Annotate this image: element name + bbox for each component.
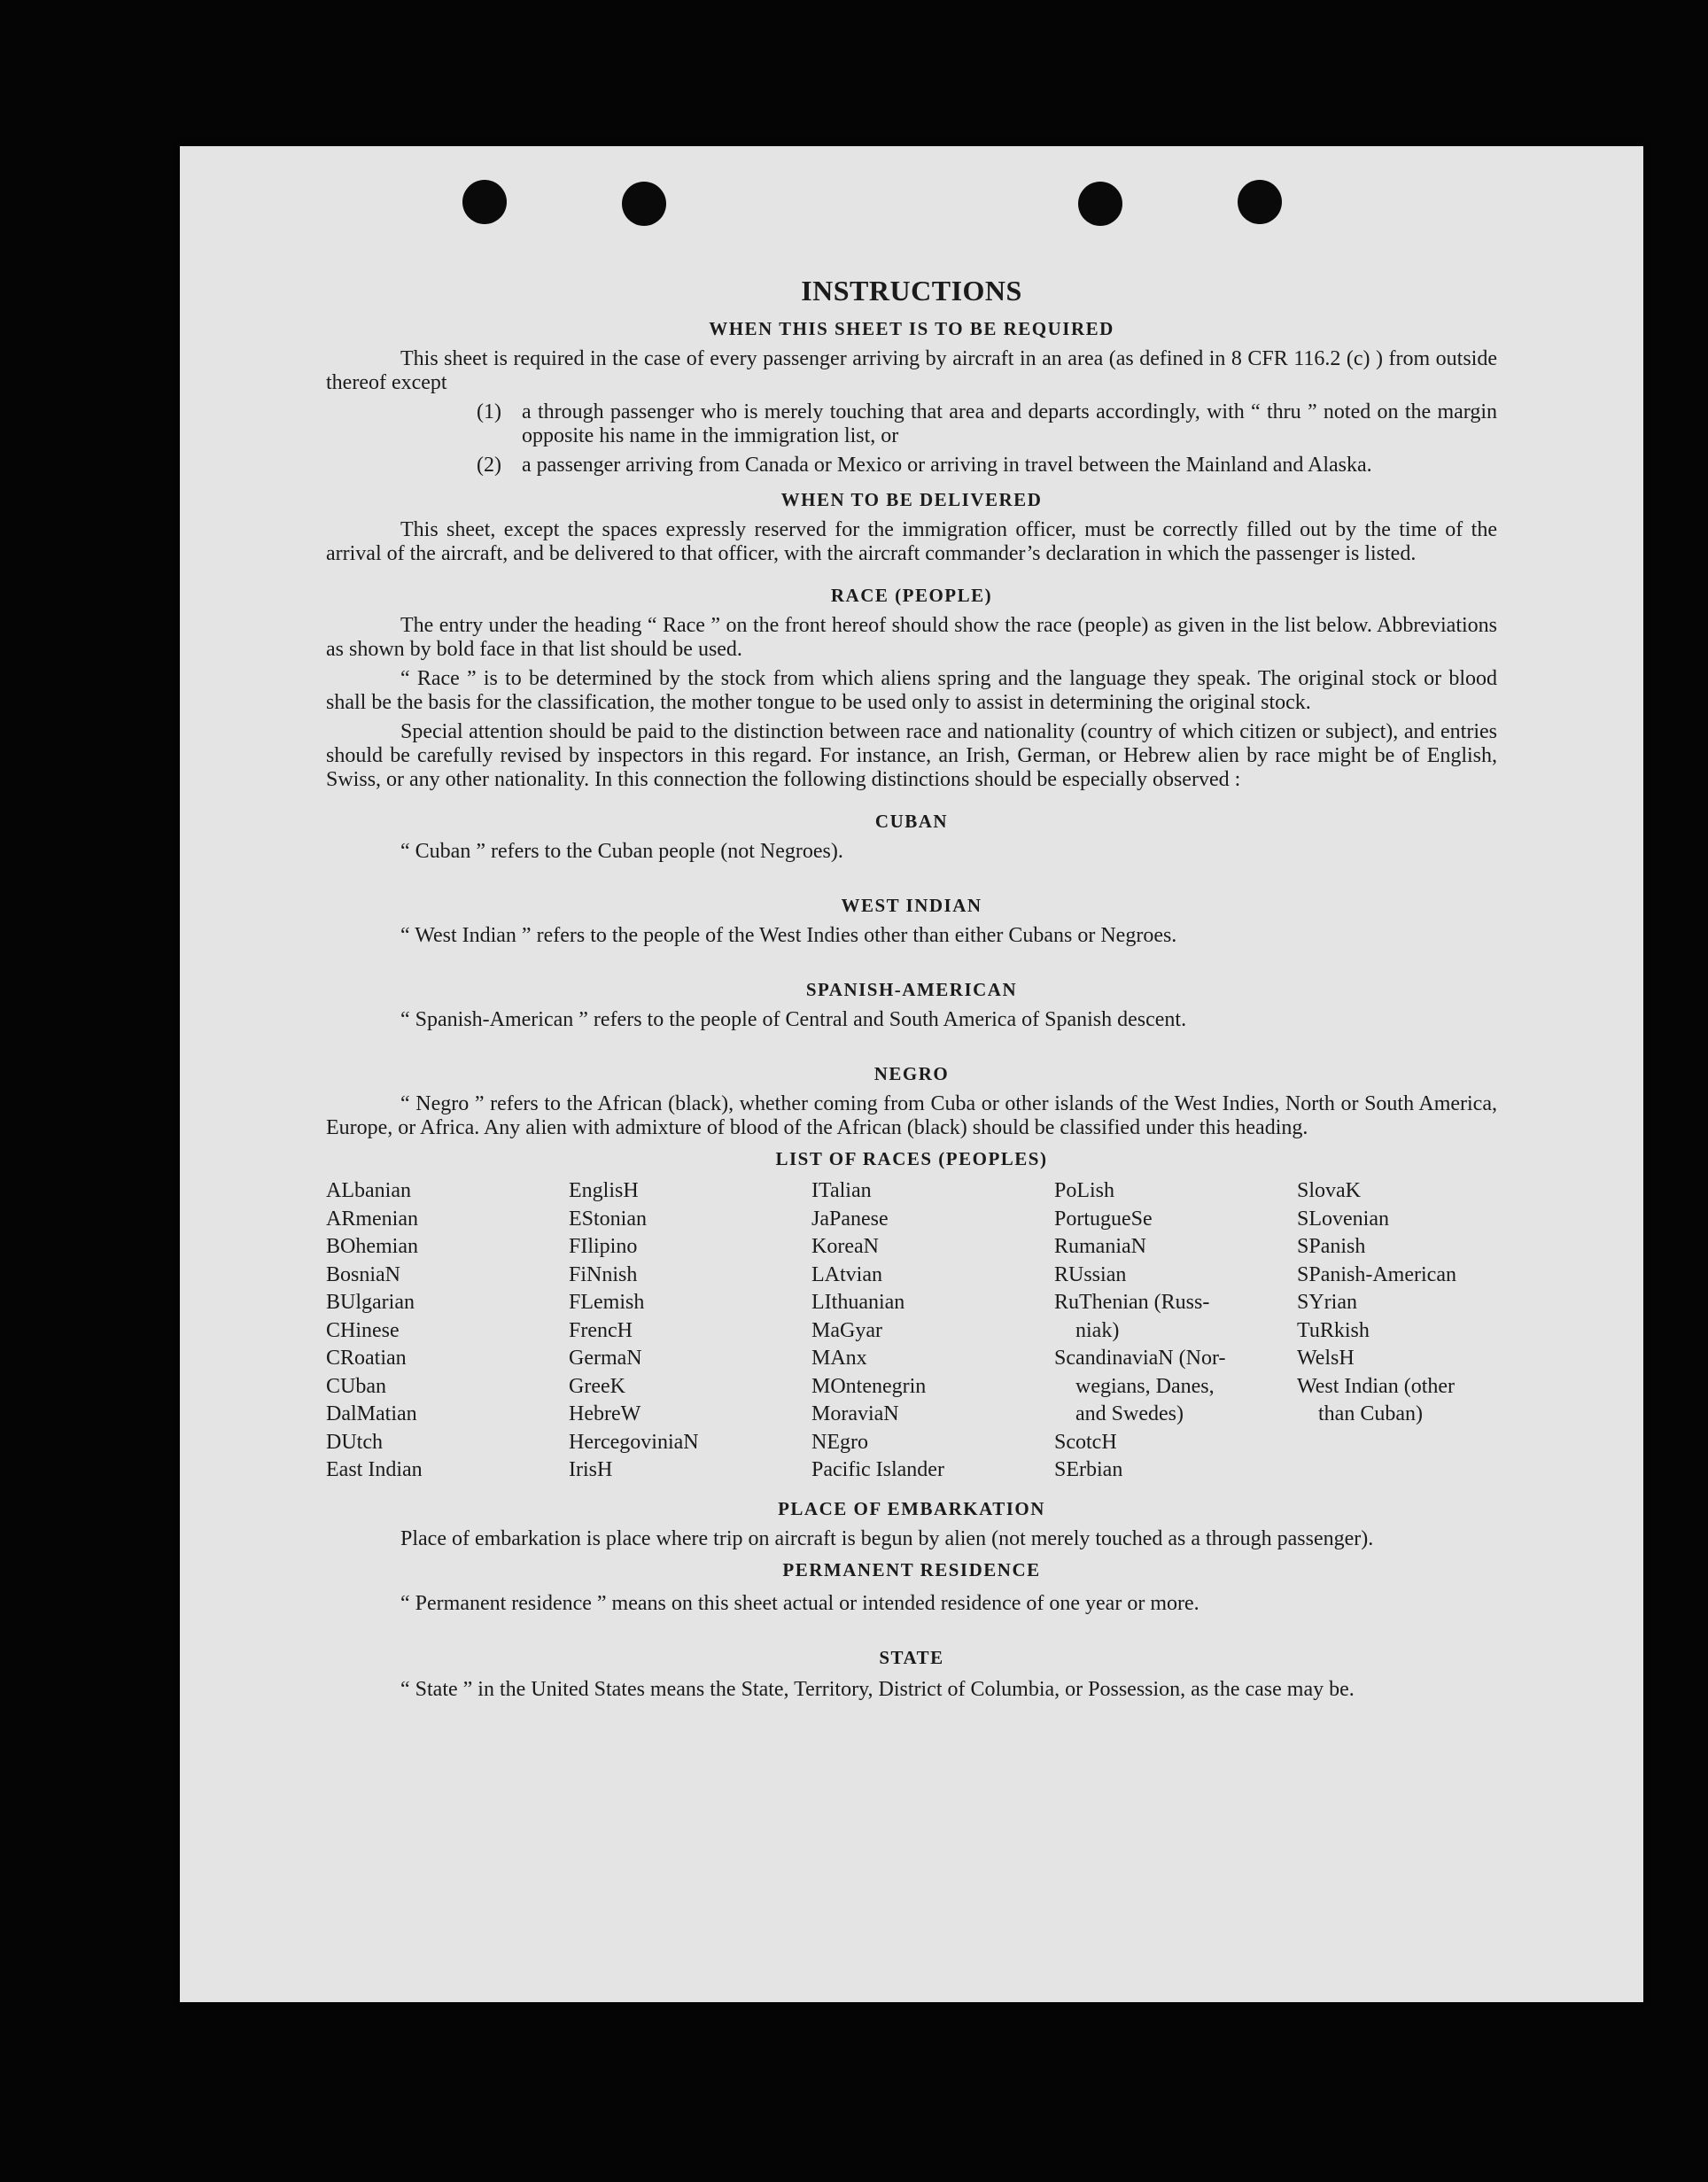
heading-race: RACE (PEOPLE) [830,585,993,606]
race-entry: LAtvian [811,1262,882,1286]
spanish-american-text: “ Spanish-American ” refers to the people of Central and South America of Spanish descent. [400,1008,1187,1031]
race-entry-continued: and Swedes) [1075,1402,1184,1425]
race-entry: JaPanese [811,1207,889,1231]
race-entry: ScandinaviaN (Nor- [1054,1347,1226,1370]
exception-text: a through passenger who is merely touching that area and departs accordingly, with “ thru ” noted on the margin opposite his name in the immigration list, or [522,400,1497,447]
race-entry: BUlgarian [326,1291,415,1314]
heading-when-delivered: WHEN TO BE DELIVERED [780,489,1043,510]
race-entry: BOhemian [326,1235,418,1258]
race-entry: PortugueSe [1054,1207,1153,1231]
race-entry: PoLish [1054,1179,1115,1202]
race-entry: MaGyar [811,1318,882,1342]
race-entry: West Indian (other [1297,1374,1456,1398]
state-text: “ State ” in the United States means the State, Territory, District of Columbia, or Possession, as the case may be. [400,1677,1355,1701]
cuban-text: “ Cuban ” refers to the Cuban people (not Negroes). [400,840,843,863]
exception-number: (1) [477,400,501,423]
race-entry: MoraviaN [811,1402,899,1425]
race-entry: FIlipino [569,1235,638,1258]
punch-hole [622,182,666,226]
race-entry: SlovaK [1297,1179,1361,1202]
heading-cuban: CUBAN [874,811,949,832]
exception-item [326,454,1497,478]
race-entry: KoreaN [811,1235,879,1258]
heading-when-required: WHEN THIS SHEET IS TO BE REQUIRED [709,318,1114,339]
race-entry: LIthuanian [811,1291,905,1314]
heading-west-indian: WEST INDIAN [841,895,982,916]
instructions-content [326,275,1497,1707]
heading-embarkation: PLACE OF EMBARKATION [778,1497,1045,1519]
punch-hole [1078,182,1122,226]
race-entry: ITalian [811,1179,872,1202]
race-paragraph: “ Race ” is to be determined by the stock from which aliens spring and the language they speak. The original stock or blood shall be the basis for the classification, the mother tongue to be used only to assist in determining the original stock. [326,667,1497,714]
punch-hole [462,180,507,224]
race-entry: CHinese [326,1318,400,1342]
race-column [1297,1177,1497,1485]
negro-text: “ Negro ” refers to the African (black), whether coming from Cuba or other islands of the West Indies, North or South America, Europe, or Africa. Any alien with admixture of blood of the African (black) should be classified under this heading. [326,1092,1497,1139]
race-entry: MOntenegrin [811,1374,927,1398]
exception-item [326,400,1497,448]
page-title: INSTRUCTIONS [801,275,1022,307]
race-entry: DUtch [326,1430,383,1454]
race-entry: SYrian [1297,1291,1357,1314]
race-entry: GreeK [569,1374,625,1398]
race-entry: CUban [326,1374,386,1398]
race-entry: BosniaN [326,1262,400,1286]
document-sheet [180,146,1643,2002]
race-entry: SPanish [1297,1235,1366,1258]
embarkation-text: Place of embarkation is place where trip on aircraft is begun by alien (not merely touched as a through passenger). [400,1526,1374,1550]
when-delivered-text: This sheet, except the spaces expressly reserved for the immigration officer, must be correctly filled out by the time of the arrival of the aircraft, and be delivered to that officer, with the aircraft commander’s declaration in which the passenger is listed. [326,518,1497,565]
race-entry: East Indian [326,1458,423,1481]
race-entry: WelsH [1297,1347,1355,1370]
exception-number: (2) [477,454,501,477]
race-entry: FiNnish [569,1262,638,1286]
race-entry: ScotcH [1054,1430,1117,1454]
when-required-intro: This sheet is required in the case of every passenger arriving by aircraft in an area (as defined in 8 CFR 116.2 (c) ) from outside thereof except [326,347,1497,394]
race-entry: SErbian [1054,1458,1123,1481]
race-entry: IrisH [569,1458,613,1481]
race-entry-continued: than Cuban) [1318,1402,1423,1425]
race-entry: Pacific Islander [811,1458,944,1481]
race-paragraph: The entry under the heading “ Race ” on the front hereof should show the race (people) as given in the list below. Abbreviations as shown by bold face in that list should be used. [326,614,1497,661]
race-entry: TuRkish [1297,1318,1370,1342]
heading-list-of-races: LIST OF RACES (PEOPLES) [775,1148,1048,1169]
race-entry: SPanish-American [1297,1262,1456,1286]
race-paragraph: Special attention should be paid to the distinction between race and nationality (country of which citizen or subject), and entries should be carefully revised by inspectors in this regard. For instance, an Irish, German, or Hebrew alien by race might be of English, Swiss, or any other nationality. In this connection the following distinctions should be especially observed : [326,720,1497,791]
race-column [569,1177,811,1485]
race-entry: SLovenian [1297,1207,1389,1231]
race-entry: DalMatian [326,1402,417,1425]
residence-text: “ Permanent residence ” means on this sheet actual or intended residence of one year or more. [400,1591,1199,1615]
race-list [326,1177,1497,1485]
west-indian-text: “ West Indian ” refers to the people of the West Indies other than either Cubans or Negroes. [400,924,1177,947]
race-entry-continued: niak) [1075,1318,1120,1342]
race-entry: EnglisH [569,1179,639,1202]
race-entry: MAnx [811,1347,867,1370]
race-column [326,1177,569,1485]
punch-hole [1238,180,1282,224]
race-entry: HebreW [569,1402,641,1425]
race-entry: CRoatian [326,1347,407,1370]
race-entry: NEgro [811,1430,868,1454]
race-entry: ALbanian [326,1179,411,1202]
race-entry-continued: wegians, Danes, [1075,1374,1215,1398]
heading-state: STATE [879,1646,944,1668]
race-entry: RuThenian (Russ- [1054,1291,1210,1314]
exception-text: a passenger arriving from Canada or Mexico or arriving in travel between the Mainland and Alaska. [522,454,1372,477]
race-column [811,1177,1054,1485]
race-entry: RumaniaN [1054,1235,1146,1258]
race-entry: FrencH [569,1318,633,1342]
heading-negro: NEGRO [873,1063,950,1084]
race-entry: GermaN [569,1347,642,1370]
heading-permanent-residence: PERMANENT RESIDENCE [782,1558,1041,1580]
race-entry: RUssian [1054,1262,1127,1286]
race-entry: HercegoviniaN [569,1430,699,1454]
race-entry: ARmenian [326,1207,418,1231]
heading-spanish-american: SPANISH-AMERICAN [805,979,1018,1000]
race-entry: FLemish [569,1291,645,1314]
race-column [1054,1177,1297,1485]
race-entry: EStonian [569,1207,647,1231]
